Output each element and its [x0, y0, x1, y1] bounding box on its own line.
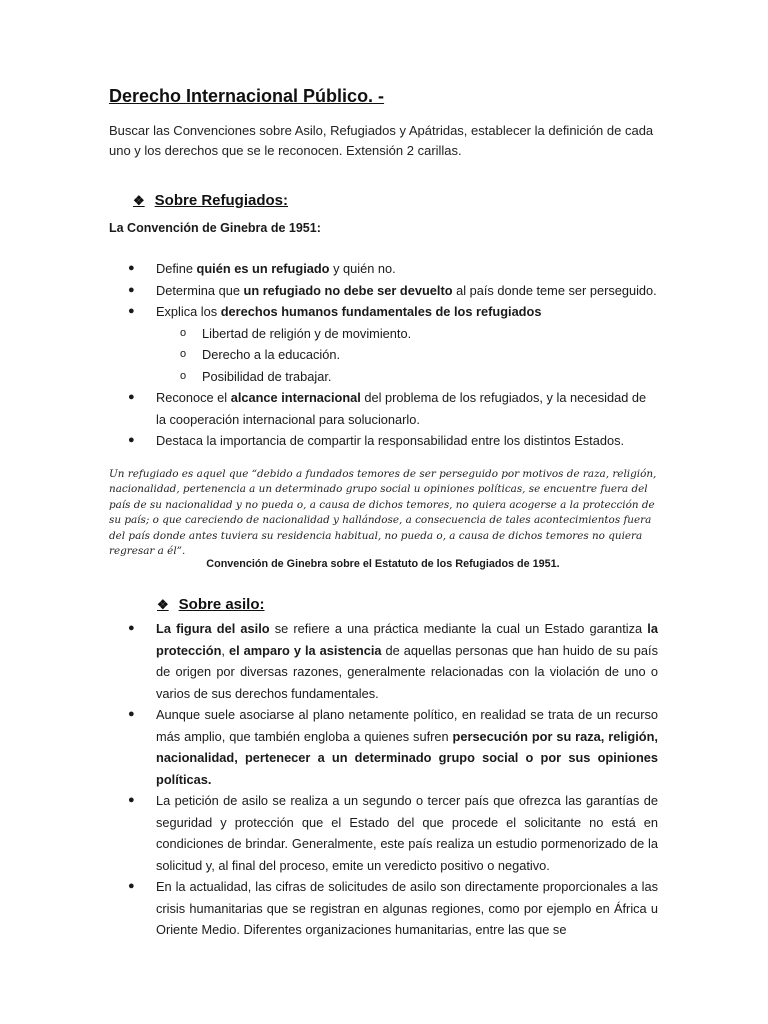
- diamond-bullet-icon: ❖: [157, 596, 169, 612]
- list-item: ● Reconoce el alcance internacional del problema de los refugiados, y la necesidad de la cooperación internacional para solucionarlo.: [128, 387, 658, 430]
- document-title: Derecho Internacional Público. -: [109, 86, 385, 106]
- circle-bullet-icon: o: [180, 369, 187, 382]
- list-item: ● La petición de asilo se realiza a un segundo o tercer país que ofrezca las garantías de seguridad y protección que el Estado del que procede el solicitante no está en condiciones de brindar. Generalmente, este país realiza un estudio pormenorizado de la solicitud y, al final del proceso, emite un veredicto positivo o negativo.: [128, 790, 658, 876]
- list-item: ● Destaca la importancia de compartir la responsabilidad entre los distintos Estados.: [128, 430, 658, 452]
- section-heading-asilo: [157, 596, 265, 613]
- section-heading-refugiados: [133, 192, 288, 209]
- list-item: ● Aunque suele asociarse al plano netamente político, en realidad se trata de un recurso más amplio, que también engloba a quienes sufren persecución por su raza, religión, nacionalidad, pertenecer a un determinado grupo social o por sus opiniones políticas.: [128, 704, 658, 790]
- section-heading-text: Sobre asilo:: [178, 596, 265, 613]
- convention-subheading: La Convención de Ginebra de 1951:: [109, 221, 321, 235]
- sublist-item: o Libertad de religión y de movimiento.: [156, 323, 658, 345]
- intro-paragraph: Buscar las Convenciones sobre Asilo, Refugiados y Apátridas, establecer la definición de cada uno y los derechos que se le reconocen. Extensión 2 carillas.: [109, 123, 654, 158]
- asilo-list: [128, 618, 658, 941]
- quote-source: Convención de Ginebra sobre el Estatuto de los Refugiados de 1951.: [206, 558, 560, 570]
- section-heading-text: Sobre Refugiados:: [154, 192, 289, 209]
- bullet-dot-icon: ●: [128, 434, 135, 446]
- refugee-definition-quote: Un refugiado es aquel que “debido a fundados temores de ser perseguido por motivos de raza, religión, nacionalidad, pertenencia a un determinado grupo social u opiniones políticas, se encuentre fuera del país de su nacionalidad y no pueda o, a causa de dichos temores, no quiera acogerse a la protección de su país; o que careciendo de nacionalidad y hallándose, a consecuencia de tales acontecimientos fuera del país donde antes tuviera su residencia habitual, no pueda o, a causa de dichos temores no quiera regresar a él”.: [109, 468, 657, 558]
- list-item: ● Determina que un refugiado no debe ser devuelto al país donde teme ser perseguido.: [128, 280, 658, 302]
- list-item: ● La figura del asilo se refiere a una práctica mediante la cual un Estado garantiza la protección, el amparo y la asistencia de aquellas personas que han huido de su país de origen por diversas razones, generalmente relacionadas con la violación de uno o varios de sus derechos fundamentales.: [128, 618, 658, 704]
- bullet-dot-icon: ●: [128, 283, 135, 296]
- list-item: ● Define quién es un refugiado y quién no.: [128, 258, 658, 280]
- bullet-dot-icon: ●: [128, 880, 135, 892]
- bullet-dot-icon: ●: [128, 622, 135, 634]
- diamond-bullet-icon: ❖: [133, 192, 145, 208]
- circle-bullet-icon: o: [180, 326, 187, 339]
- bullet-dot-icon: ●: [128, 708, 135, 720]
- sublist-item: o Derecho a la educación.: [156, 344, 658, 366]
- list-item: ● En la actualidad, las cifras de solicitudes de asilo son directamente proporcionales a las crisis humanitarias que se registran en algunas regiones, como por ejemplo en África u Oriente Medio. Diferentes organizaciones humanitarias, entre las que se: [128, 876, 658, 941]
- refugiados-list: [128, 258, 658, 452]
- sublist-item: o Posibilidad de trabajar.: [156, 366, 658, 388]
- list-item: ● Explica los derechos humanos fundamentales de los refugiados o Libertad de religión y de movimiento. o Derecho a la educación. o Posibilidad de trabajar.: [128, 301, 658, 387]
- circle-bullet-icon: o: [180, 348, 187, 360]
- rights-sublist: [156, 323, 658, 388]
- bullet-dot-icon: ●: [128, 305, 135, 317]
- bullet-dot-icon: ●: [128, 794, 135, 806]
- bullet-dot-icon: ●: [128, 391, 135, 403]
- bullet-dot-icon: ●: [128, 262, 135, 274]
